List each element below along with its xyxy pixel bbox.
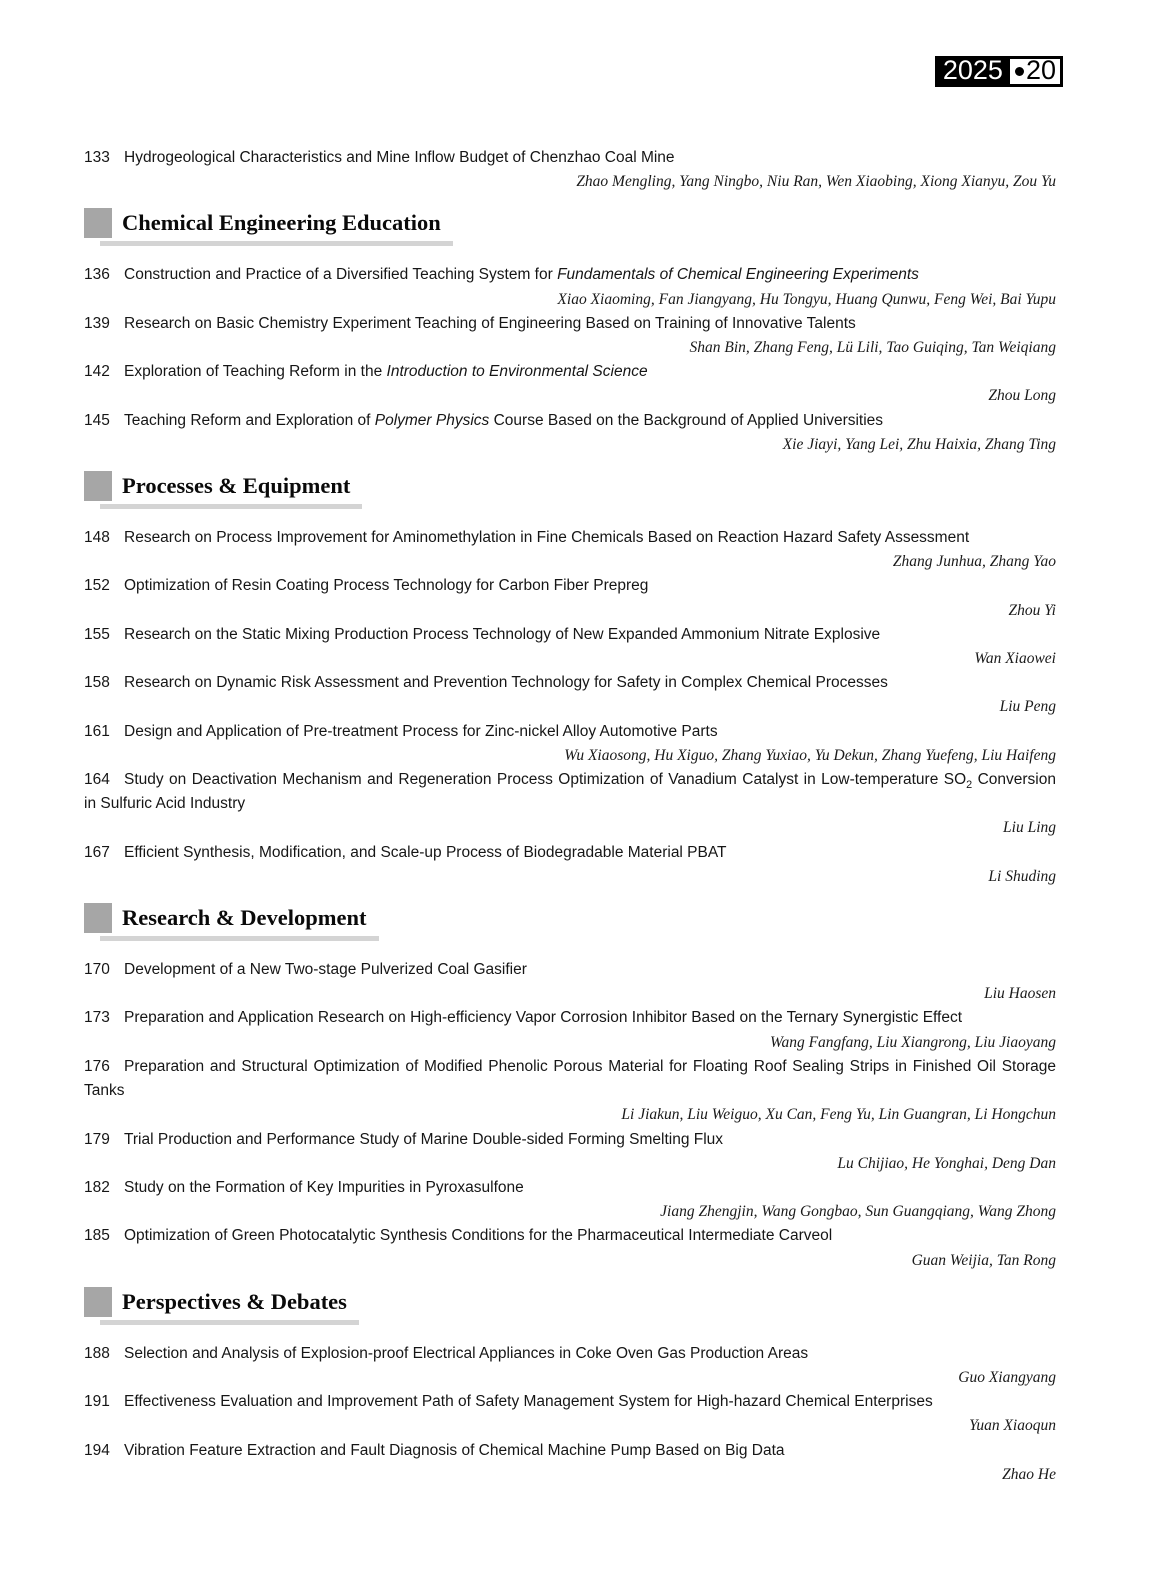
- entry-authors: Lu Chijiao, He Yonghai, Deng Dan: [837, 1154, 1056, 1172]
- entry-title-text: Preparation and Structural Optimization of Modified Phenolic Porous Material for Floating Roof Sealing Strips in Finished Oil Storage Tanks: [84, 1057, 1056, 1100]
- entry-title: [84, 312, 1056, 336]
- entry-title: [84, 1439, 1056, 1463]
- entry-authors: Xie Jiayi, Yang Lei, Zhu Haixia, Zhang Ting: [782, 435, 1056, 453]
- entry-title-text: Course Based on the Background of Applied Universities: [489, 411, 884, 429]
- entry-title: [84, 671, 1056, 695]
- toc-entry: [84, 768, 1056, 841]
- entry-title: [84, 574, 1056, 598]
- section-header-row: [84, 902, 367, 934]
- entry-title-text: Conversion in Sulfuric Acid Industry: [84, 771, 1056, 813]
- toc-entry: [84, 958, 1056, 1006]
- entry-title: [84, 720, 1056, 744]
- entry-title-subscript: 2: [966, 779, 973, 792]
- toc-entry: [84, 1006, 1056, 1054]
- entry-page-number: 185: [84, 1227, 110, 1245]
- section-header: [84, 1286, 1056, 1325]
- entry-title: [84, 841, 1056, 865]
- section-bullet-square-icon: [84, 903, 112, 933]
- entry-page-number: 148: [84, 529, 110, 547]
- entry-title: [84, 1176, 1056, 1200]
- entry-page-number: 152: [84, 577, 110, 595]
- entry-title-text: Research on Dynamic Risk Assessment and Prevention Technology for Safety in Complex Chemical Processes: [124, 674, 888, 692]
- toc-entry: [84, 1342, 1056, 1390]
- badge-issue-number: 20: [1025, 55, 1056, 85]
- toc-entry: [84, 146, 1056, 194]
- toc-entry: [84, 360, 1056, 408]
- entry-authors: Li Shuding: [988, 867, 1056, 885]
- toc-entry: [84, 623, 1056, 671]
- entry-title: [84, 958, 1056, 982]
- section-bullet-square-icon: [84, 1287, 112, 1317]
- toc-entry: [84, 1224, 1056, 1272]
- toc-entry: [84, 1055, 1056, 1128]
- badge-issue-box: [1010, 55, 1060, 85]
- entry-title-text: Study on Deactivation Mechanism and Regeneration Process Optimization of Vanadium Catalyst in Low-temperature SO: [124, 771, 967, 789]
- entry-authors: Zhao Mengling, Yang Ningbo, Niu Ran, Wen Xiaobing, Xiong Xianyu, Zou Yu: [576, 173, 1056, 191]
- section-header-row: [84, 470, 350, 502]
- entry-page-number: 194: [84, 1441, 110, 1459]
- issue-badge: [935, 56, 1063, 87]
- entry-page-number: 139: [84, 314, 110, 332]
- entry-title-text: Selection and Analysis of Explosion-proof Electrical Appliances in Coke Oven Gas Production Areas: [124, 1344, 809, 1362]
- section-title-shadow-bar: [100, 936, 379, 941]
- section-header: [84, 902, 1056, 941]
- entry-title: [84, 409, 1056, 433]
- section-title: Research & Development: [122, 905, 367, 931]
- entry-page-number: 179: [84, 1130, 110, 1148]
- bullet-dot-icon: [1015, 67, 1024, 76]
- entry-page-number: 161: [84, 722, 110, 740]
- entry-title-text: Development of a New Two-stage Pulverized Coal Gasifier: [124, 961, 527, 979]
- entry-authors: Liu Haosen: [984, 985, 1056, 1003]
- toc-entry: [84, 526, 1056, 574]
- entry-title: [84, 1390, 1056, 1414]
- entry-page-number: 167: [84, 843, 110, 861]
- entry-title: [84, 1128, 1056, 1152]
- toc-entry: [84, 1439, 1056, 1487]
- entry-authors: Guo Xiangyang: [958, 1368, 1056, 1386]
- entry-authors: Zhao He: [1002, 1465, 1056, 1483]
- entry-title-text: Construction and Practice of a Diversified Teaching System for: [124, 266, 558, 284]
- entry-page-number: 155: [84, 625, 110, 643]
- entry-page-number: 145: [84, 411, 110, 429]
- entry-title-text: Exploration of Teaching Reform in the: [124, 363, 387, 381]
- section-header-inner: [84, 902, 367, 941]
- toc-entry: [84, 1176, 1056, 1224]
- toc-entry: [84, 1390, 1056, 1438]
- table-of-contents: [84, 146, 1056, 1487]
- entry-title: [84, 146, 1056, 170]
- entry-title-text: Vibration Feature Extraction and Fault Diagnosis of Chemical Machine Pump Based on Big Data: [124, 1441, 785, 1459]
- entry-title-text: Research on Process Improvement for Aminomethylation in Fine Chemicals Based on Reaction Hazard Safety Assessment: [124, 529, 970, 547]
- entry-authors: Wang Fangfang, Liu Xiangrong, Liu Jiaoyang: [769, 1033, 1056, 1051]
- toc-entry: [84, 574, 1056, 622]
- entry-title-text: Design and Application of Pre-treatment Process for Zinc-nickel Alloy Automotive Parts: [124, 722, 718, 740]
- entry-authors: Zhang Junhua, Zhang Yao: [892, 553, 1056, 571]
- entry-title-text: Research on the Static Mixing Production Process Technology of New Expanded Ammonium Nitrate Explosive: [124, 625, 881, 643]
- toc-entry: [84, 671, 1056, 719]
- entry-title: [84, 1055, 1056, 1103]
- section-title: Perspectives & Debates: [122, 1288, 347, 1314]
- toc-entry: [84, 841, 1056, 889]
- section-title-shadow-bar: [100, 1320, 359, 1325]
- entry-title: [84, 768, 1056, 816]
- entry-page-number: 142: [84, 363, 110, 381]
- section-title: Chemical Engineering Education: [122, 210, 441, 236]
- entry-title-text: Optimization of Resin Coating Process Technology for Carbon Fiber Prepreg: [124, 577, 649, 595]
- entry-page-number: 164: [84, 771, 110, 789]
- entry-page-number: 182: [84, 1178, 110, 1196]
- entry-authors: Wu Xiaosong, Hu Xiguo, Zhang Yuxiao, Yu Dekun, Zhang Yuefeng, Liu Haifeng: [564, 746, 1056, 764]
- entry-authors: Zhou Yi: [1008, 601, 1056, 619]
- entry-page-number: 191: [84, 1393, 110, 1411]
- toc-entry: [84, 1128, 1056, 1176]
- entry-title-italic-segment: Fundamentals of Chemical Engineering Experiments: [557, 266, 919, 284]
- section-header: [84, 207, 1056, 246]
- entry-page-number: 133: [84, 149, 110, 166]
- entry-title-text: Teaching Reform and Exploration of: [124, 411, 375, 429]
- section-header-inner: [84, 207, 441, 246]
- entry-page-number: 158: [84, 674, 110, 692]
- section-title-shadow-bar: [100, 241, 453, 246]
- entry-title-text: Optimization of Green Photocatalytic Synthesis Conditions for the Pharmaceutical Intermediate Carveol: [124, 1227, 833, 1245]
- entry-authors: Zhou Long: [988, 387, 1056, 405]
- section-title: Processes & Equipment: [122, 473, 351, 499]
- section-bullet-square-icon: [84, 208, 112, 238]
- toc-entry: [84, 409, 1056, 457]
- entry-title: [84, 526, 1056, 550]
- entry-authors: Liu Ling: [1003, 819, 1056, 837]
- section-header-inner: [84, 1286, 347, 1325]
- section-header-row: [84, 1286, 347, 1318]
- entry-title-text: Research on Basic Chemistry Experiment Teaching of Engineering Based on Training of Innovative Talents: [124, 314, 856, 332]
- entry-title-italic-segment: Introduction to Environmental Science: [386, 363, 648, 381]
- entry-title-text: Trial Production and Performance Study of Marine Double-sided Forming Smelting Flux: [124, 1130, 724, 1148]
- entry-page-number: 170: [84, 961, 110, 979]
- entry-page-number: 136: [84, 266, 110, 284]
- entry-authors: Jiang Zhengjin, Wang Gongbao, Sun Guangqiang, Wang Zhong: [660, 1203, 1056, 1221]
- entry-authors: Xiao Xiaoming, Fan Jiangyang, Hu Tongyu, Huang Qunwu, Feng Wei, Bai Yupu: [557, 290, 1056, 308]
- entry-title-italic-segment: Polymer Physics: [374, 411, 490, 429]
- section-title-shadow-bar: [100, 504, 362, 509]
- section-header-row: [84, 207, 441, 239]
- entry-title-text: Effectiveness Evaluation and Improvement Path of Safety Management System for High-hazard Chemical Enterprises: [124, 1393, 933, 1411]
- badge-year: 2025: [942, 55, 1003, 85]
- entry-title: [84, 1342, 1056, 1366]
- entry-page-number: 188: [84, 1344, 110, 1362]
- toc-entry: [84, 263, 1056, 311]
- entry-title-text: Hydrogeological Characteristics and Mine Inflow Budget of Chenzhao Coal Mine: [124, 149, 675, 166]
- entry-title-text: Study on the Formation of Key Impurities in Pyroxasulfone: [124, 1178, 524, 1196]
- entry-title-text: Efficient Synthesis, Modification, and Scale-up Process of Biodegradable Material PBAT: [124, 843, 727, 861]
- toc-entry: [84, 312, 1056, 360]
- entry-authors: Guan Weijia, Tan Rong: [911, 1251, 1056, 1269]
- entry-title: [84, 360, 1056, 384]
- entry-authors: Shan Bin, Zhang Feng, Lü Lili, Tao Guiqing, Tan Weiqiang: [689, 339, 1056, 357]
- entry-authors: Li Jiakun, Liu Weiguo, Xu Can, Feng Yu, Lin Guangran, Li Hongchun: [621, 1106, 1056, 1124]
- entry-title: [84, 623, 1056, 647]
- entry-title: [84, 1006, 1056, 1030]
- entry-page-number: 173: [84, 1009, 110, 1027]
- entry-title-text: Preparation and Application Research on High-efficiency Vapor Corrosion Inhibitor Based on the Ternary Synergistic Effect: [124, 1009, 963, 1027]
- section-header-inner: [84, 470, 350, 509]
- entry-authors: Yuan Xiaoqun: [969, 1417, 1056, 1435]
- entry-title: [84, 263, 1056, 287]
- entry-page-number: 176: [84, 1057, 110, 1075]
- entry-authors: Wan Xiaowei: [974, 650, 1056, 668]
- toc-entry: [84, 720, 1056, 768]
- section-bullet-square-icon: [84, 471, 112, 501]
- section-header: [84, 470, 1056, 509]
- entry-authors: Liu Peng: [999, 698, 1056, 716]
- entry-title: [84, 1224, 1056, 1248]
